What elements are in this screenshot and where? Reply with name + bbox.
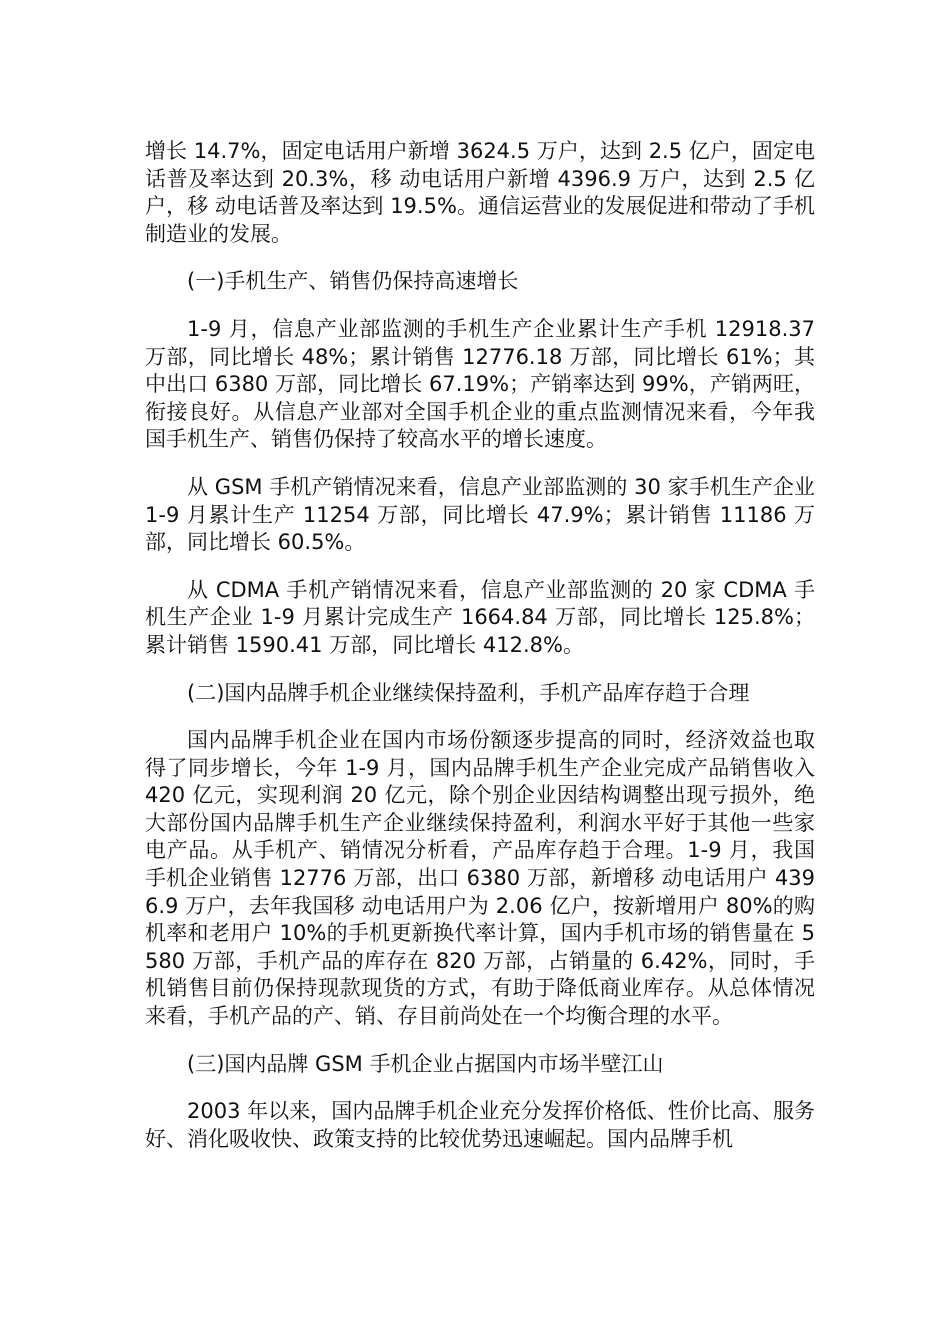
paragraph-cdma-stats: 从 CDMA 手机产销情况来看，信息产业部监测的 20 家 CDMA 手机生产企业 1-9 月累计完成生产 1664.84 万部，同比增长 125.8%；累计销售 1590.41 万部，同比增长 412.8%。 — [145, 577, 815, 657]
section-heading-1: (一)手机生产、销售仍保持高速增长 — [187, 269, 519, 294]
document-page — [145, 138, 815, 1173]
paragraph-profit-inventory: 国内品牌手机企业在国内市场份额逐步提高的同时，经济效益也取得了同步增长，今年 1-9 月，国内品牌手机生产企业完成产品销售收入 420 亿元，实现利润 20 亿元，除个别企业因结构调整出现亏损外，绝大部份国内品牌手机生产企业继续保持盈利，利润水平好于其他一些家电产品。从手机产、销情况分析看，产品库存趋于合理。1-9 月，我国手机企业销售 12776 万部，出口 6380 万部，新增移 动电话用户 4396.9 万户，去年我国移 动电话用户为 2.06 亿户，按新增用户 80%的购机率和老用户 10%的手机更新换代率计算，国内手机市场的销售量在 5580 万部，手机产品的库存在 820 万部，占销量的 6.42%，同时，手机销售目前仍保持现款现货的方式，有助于降低商业库存。从总体情况来看，手机产品的产、销、存目前尚处在一个均衡合理的水平。 — [145, 728, 815, 1029]
paragraph-intro-continuation: 增长 14.7%，固定电话用户新增 3624.5 万户，达到 2.5 亿户，固定电话普及率达到 20.3%，移 动电话用户新增 4396.9 万户，达到 2.5 亿户，移 动电话普及率达到 19.5%。通信运营业的发展促进和带动了手机制造业的发展。 — [145, 139, 815, 246]
paragraph-domestic-brands: 2003 年以来，国内品牌手机企业充分发挥价格低、性价比高、服务好、消化吸收快、政策支持的比较优势迅速崛起。国内品牌手机 — [145, 1099, 815, 1151]
paragraph-gsm-stats: 从 GSM 手机产销情况来看，信息产业部监测的 30 家手机生产企业 1-9 月累计生产 11254 万部，同比增长 47.9%；累计销售 11186 万部，同比增长 60.5%。 — [145, 474, 815, 555]
paragraph-production-sales: 1-9 月，信息产业部监测的手机生产企业累计生产手机 12918.37 万部，同比增长 48%；累计销售 12776.18 万部，同比增长 61%；其中出口 6380 万部，同比增长 67.19%；产销率达到 99%，产销两旺，衔接良好。从信息产业部对全国手机企业的重点监测情况来看，今年我国手机生产、销售仍保持了较高水平的增长速度。 — [145, 316, 815, 452]
section-heading-3: (三)国内品牌 GSM 手机企业占据国内市场半壁江山 — [187, 1051, 664, 1076]
section-heading-2: (二)国内品牌手机企业继续保持盈利，手机产品库存趋于合理 — [187, 680, 750, 705]
